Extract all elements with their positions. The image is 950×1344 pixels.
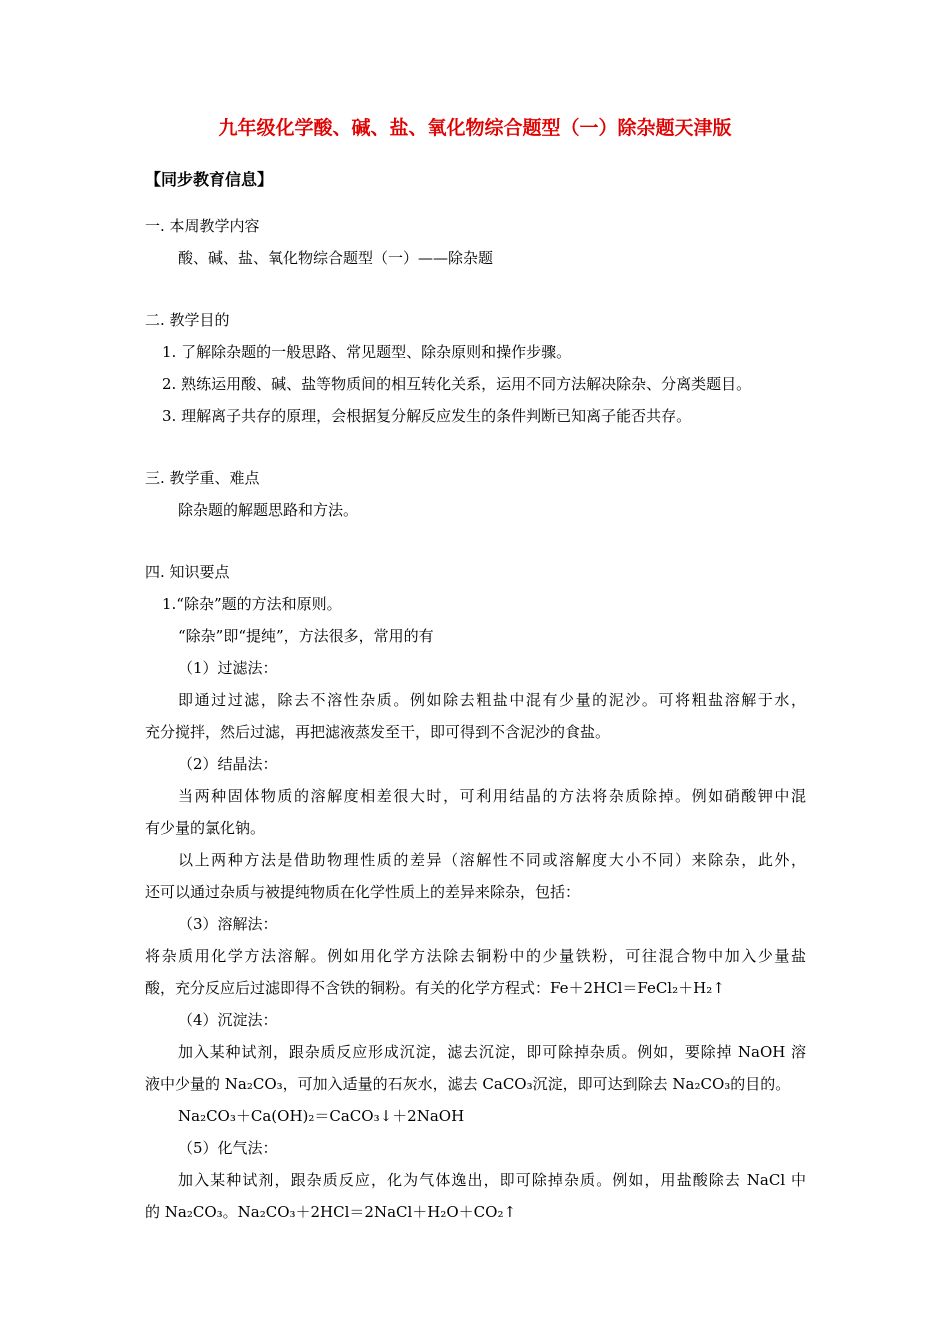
method-5-line-1: 加入某种试剂，跟杂质反应，化为气体逸出，即可除掉杂质。例如，用盐酸除去 NaCl 中 <box>178 1171 806 1189</box>
section-tag: 【同步教育信息】 <box>145 170 274 189</box>
method-5-line-2: 的 Na₂CO₃。Na₂CO₃＋2HCl＝2NaCl＋H₂O＋CO₂↑ <box>145 1203 517 1221</box>
method-4-line-1: 加入某种试剂，跟杂质反应形成沉淀，滤去沉淀，即可除掉杂质。例如，要除掉 NaOH 溶 <box>178 1043 806 1061</box>
method-3-line-2: 酸，充分反应后过滤即得不含铁的铜粉。有关的化学方程式：Fe＋2HCl＝FeCl₂＋H₂↑ <box>145 979 725 997</box>
objective-item-3: 3. 理解离子共存的原理，会根据复分解反应发生的条件判断已知离子能否共存。 <box>162 407 692 425</box>
knowledge-intro: “除杂”即“提纯”，方法很多，常用的有 <box>178 627 434 645</box>
method-2-heading: （2）结晶法： <box>178 755 278 773</box>
method-4-heading: （4）沉淀法： <box>178 1011 278 1029</box>
method-3-heading: （3）溶解法： <box>178 915 278 933</box>
method-1-heading: （1）过滤法： <box>178 659 278 677</box>
method-4-equation: Na₂CO₃＋Ca(OH)₂＝CaCO₃↓＋2NaOH <box>178 1107 465 1125</box>
method-1-line-2: 充分搅拌，然后过滤，再把滤液蒸发至干，即可得到不含泥沙的食盐。 <box>145 723 611 741</box>
transition-line-2: 还可以通过杂质与被提纯物质在化学性质上的差异来除杂，包括： <box>145 883 581 901</box>
section-2-heading: 二. 教学目的 <box>145 311 230 329</box>
section-4-heading: 四. 知识要点 <box>145 563 230 581</box>
section-3-body: 除杂题的解题思路和方法。 <box>178 501 359 519</box>
knowledge-point-1: 1.“除杂”题的方法和原则。 <box>162 595 342 613</box>
transition-line-1: 以上两种方法是借助物理性质的差异（溶解性不同或溶解度大小不同）来除杂，此外， <box>178 851 806 869</box>
section-1-body: 酸、碱、盐、氧化物综合题型（一）——除杂题 <box>178 249 494 267</box>
section-3-heading: 三. 教学重、难点 <box>145 469 260 487</box>
section-1-heading: 一. 本周教学内容 <box>145 217 260 235</box>
objective-item-1: 1. 了解除杂题的一般思路、常见题型、除杂原则和操作步骤。 <box>162 343 572 361</box>
method-3-line-1: 将杂质用化学方法溶解。例如用化学方法除去铜粉中的少量铁粉，可往混合物中加入少量盐 <box>145 947 806 965</box>
method-2-line-2: 有少量的氯化钠。 <box>145 819 266 837</box>
method-4-line-2: 液中少量的 Na₂CO₃，可加入适量的石灰水，滤去 CaCO₃沉淀，即可达到除去 Na₂CO₃的目的。 <box>145 1075 791 1093</box>
objective-item-2: 2. 熟练运用酸、碱、盐等物质间的相互转化关系，运用不同方法解决除杂、分离类题目。 <box>162 375 752 393</box>
method-1-line-1: 即通过过滤，除去不溶性杂质。例如除去粗盐中混有少量的泥沙。可将粗盐溶解于水， <box>178 691 806 709</box>
method-5-heading: （5）化气法： <box>178 1139 278 1157</box>
document-title: 九年级化学酸、碱、盐、氧化物综合题型（一）除杂题天津版 <box>218 117 732 139</box>
method-2-line-1: 当两种固体物质的溶解度相差很大时，可利用结晶的方法将杂质除掉。例如硝酸钾中混 <box>178 787 806 805</box>
